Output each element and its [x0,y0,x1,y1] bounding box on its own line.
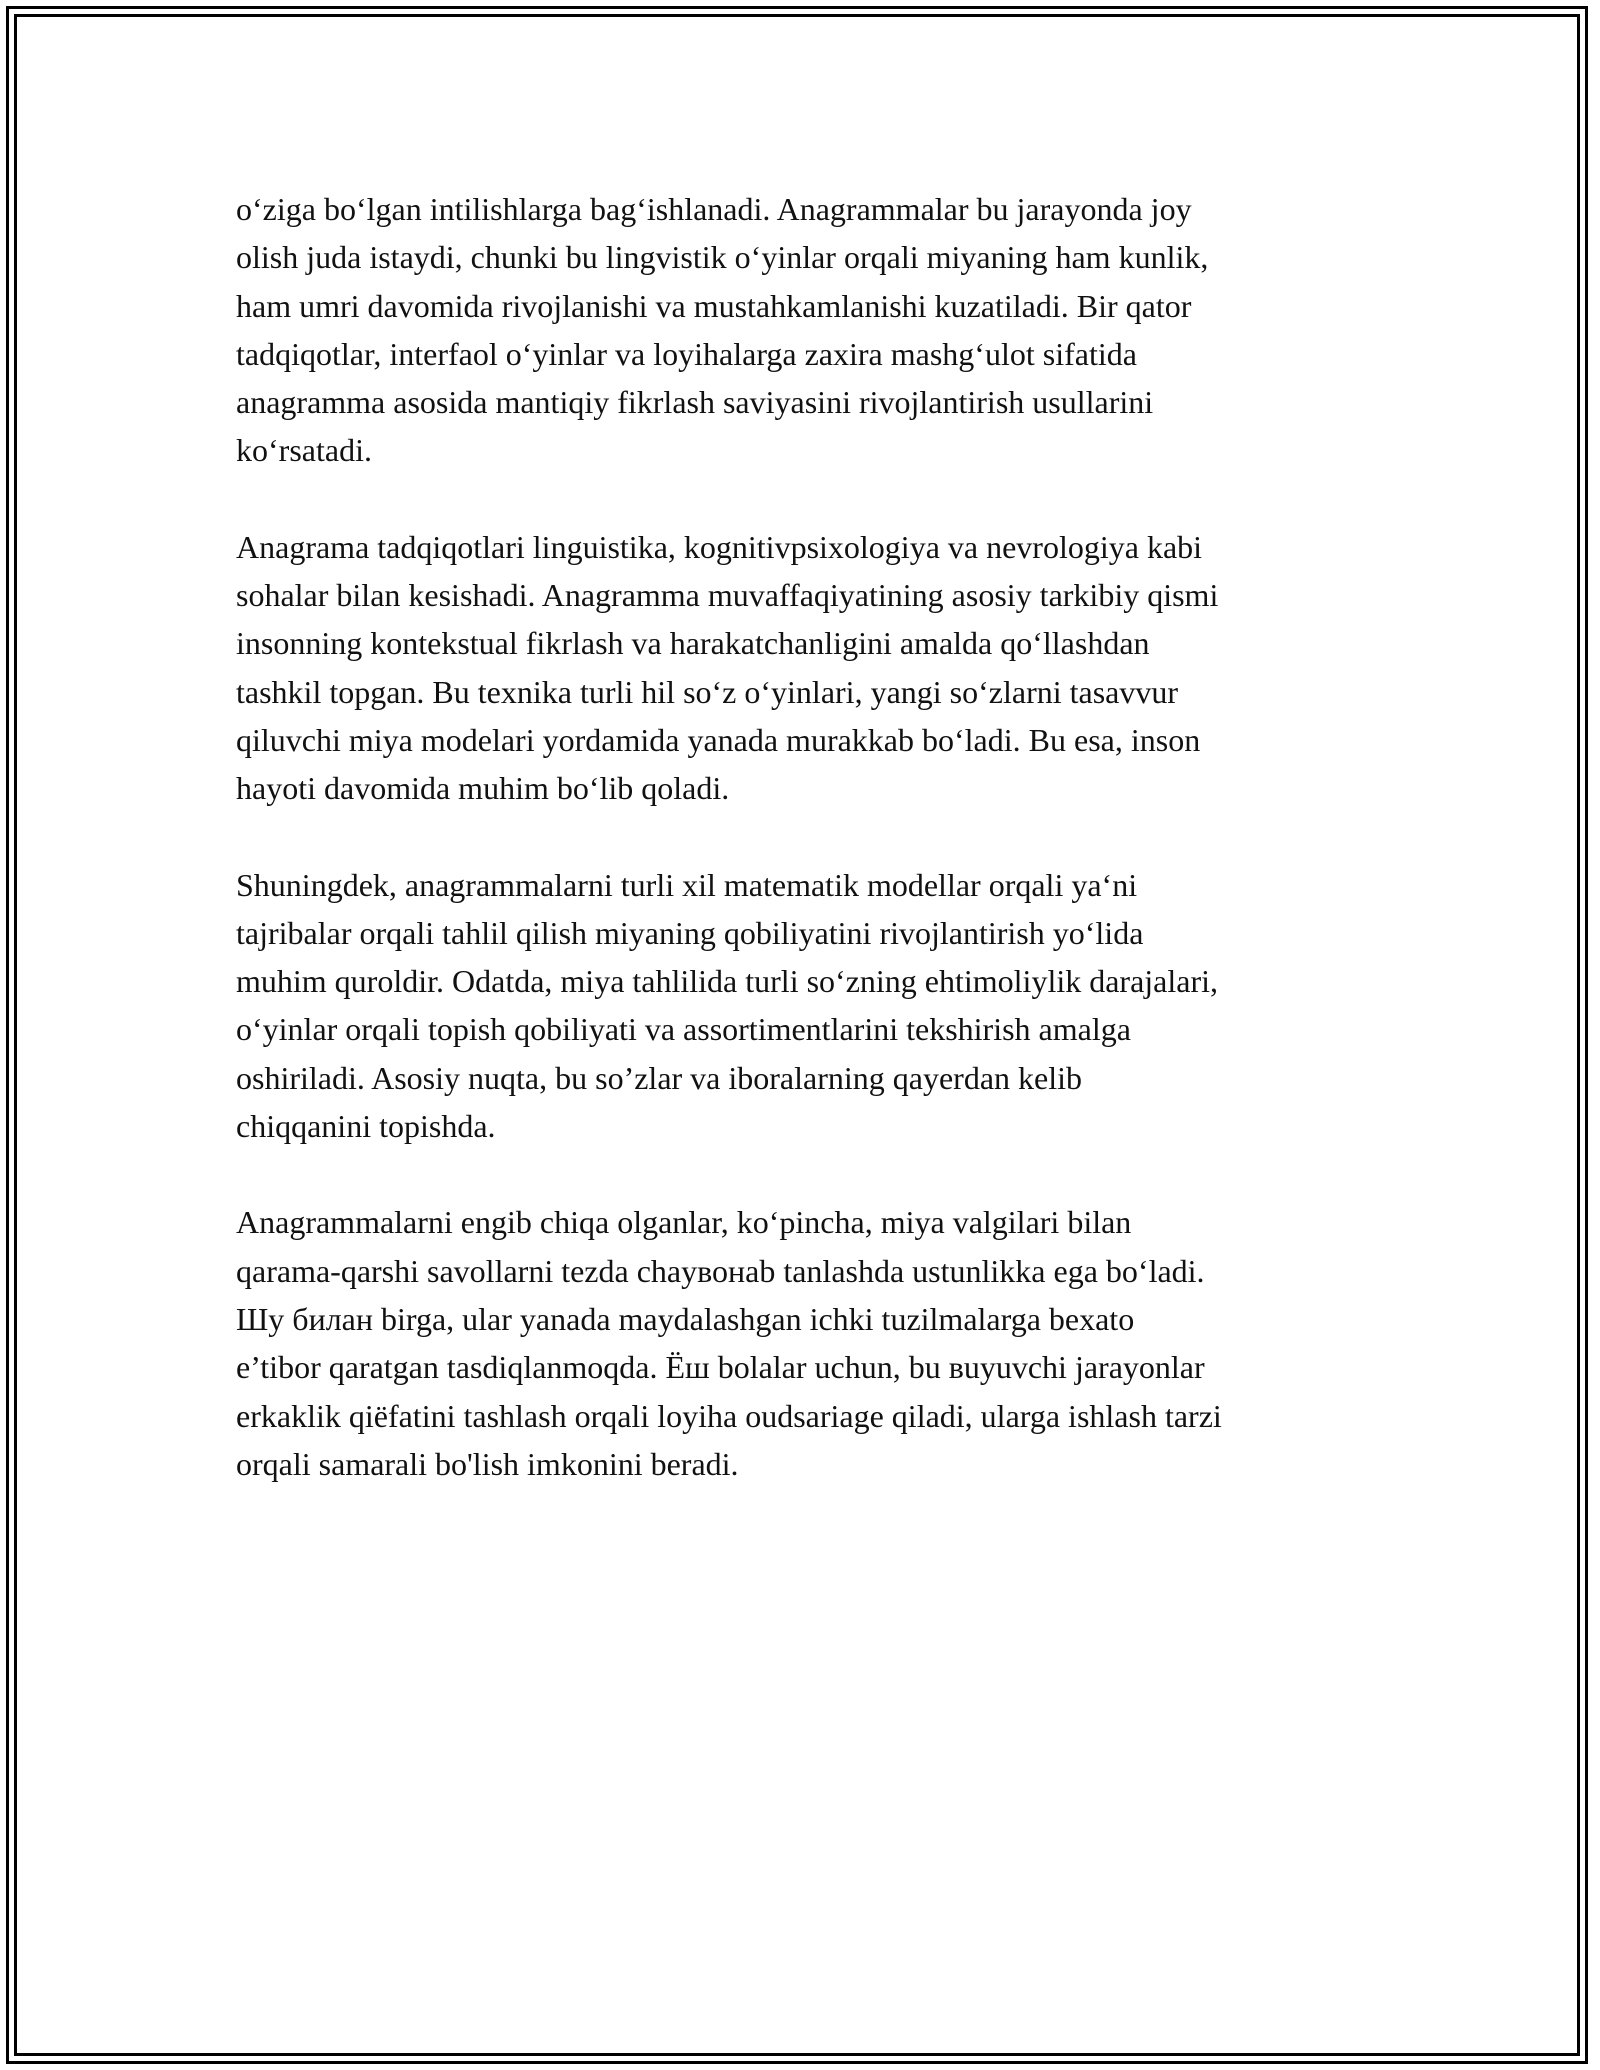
paragraph-line: tajribalar orqali tahlil qilish miyaning qobiliyatini rivojlantirish yo‘lida [236,914,1144,951]
paragraph-line: orqali samarali bo'lish imkonini beradi. [236,1445,739,1482]
paragraph-line: muhim quroldir. Odatda, miya tahlilida turli so‘zning ehtimoliylik darajalari, [236,963,1219,1000]
paragraph-line: oshiriladi. Asosiy nuqta, bu so’zlar va iboralarning qayerdan kelib [236,1059,1083,1096]
paragraph-line: ko‘rsatadi. [236,432,372,469]
paragraph-line: qarama-qarshi savollarni tezda chayвонab tanlashda ustunlikka ega bo‘ladi. [236,1252,1205,1289]
paragraph-4 [236,1198,1386,1488]
paragraph-line: tashkil topgan. Bu texnika turli hil so‘z o‘yinlari, yangi so‘zlarni tasavvur [236,673,1179,710]
paragraph-line: e’tibor qaratgan tasdiqlanmoqda. Ёш bolalar uchun, bu вuyuvchi jarayonlar [236,1349,1205,1386]
paragraph-line: o‘yinlar orqali topish qobiliyati va assortimentlarini tekshirish amalga [236,1011,1131,1048]
paragraph-line: tadqiqotlar, interfaol o‘yinlar va loyihalarga zaxira mashg‘ulot sifatida [236,335,1137,372]
paragraph-line: qiluvchi miya modelari yordamida yanada murakkab bo‘ladi. Bu esa, inson [236,721,1201,758]
paragraph-line: olish juda istaydi, chunki bu lingvistik o‘yinlar orqali miyaning ham kunlik, [236,239,1209,276]
paragraph-line: Anagrammalarni engib chiqa olganlar, ko‘pincha, miya valgilari bilan [236,1204,1132,1241]
paragraph-line: chiqqanini topishda. [236,1108,496,1145]
paragraph-line: o‘ziga bo‘lgan intilishlarga bag‘ishlanadi. Anagrammalar bu jarayonda joy [236,191,1192,227]
paragraph-line: erkaklik qiёfatini tashlash orqali loyiha oudsariage qiladi, ularga ishlash tarzi [236,1397,1222,1434]
paragraph-line: insonning kontekstual fikrlash va harakatchanligini amalda qo‘llashdan [236,625,1150,662]
paragraph-line: sohalar bilan kesishadi. Anagramma muvaffaqiyatining asosiy tarkibiy qismi [236,577,1219,614]
paragraph-line: anagramma asosida mantiqiy fikrlash saviyasini rivojlantirish usullarini [236,384,1154,421]
paragraph-line: Shuningdek, anagrammalarni turli xil matematik modellar orqali ya‘ni [236,866,1138,903]
paragraph-line: Anagrama tadqiqotlari linguistika, kognitivpsixologiya va nevrologiya kabi [236,528,1203,565]
document-body [236,185,1386,1536]
paragraph-3 [236,861,1386,1151]
paragraph-line: ham umri davomida rivojlanishi va mustahkamlanishi kuzatiladi. Bir qator [236,287,1192,324]
paragraph-1 [236,185,1386,475]
paragraph-line: Шу билан birga, ular yanada maydalashgan ichki tuzilmalarga bexato [236,1300,1135,1337]
paragraph-2 [236,523,1386,813]
paragraph-line: hayoti davomida muhim bo‘lib qoladi. [236,770,730,807]
